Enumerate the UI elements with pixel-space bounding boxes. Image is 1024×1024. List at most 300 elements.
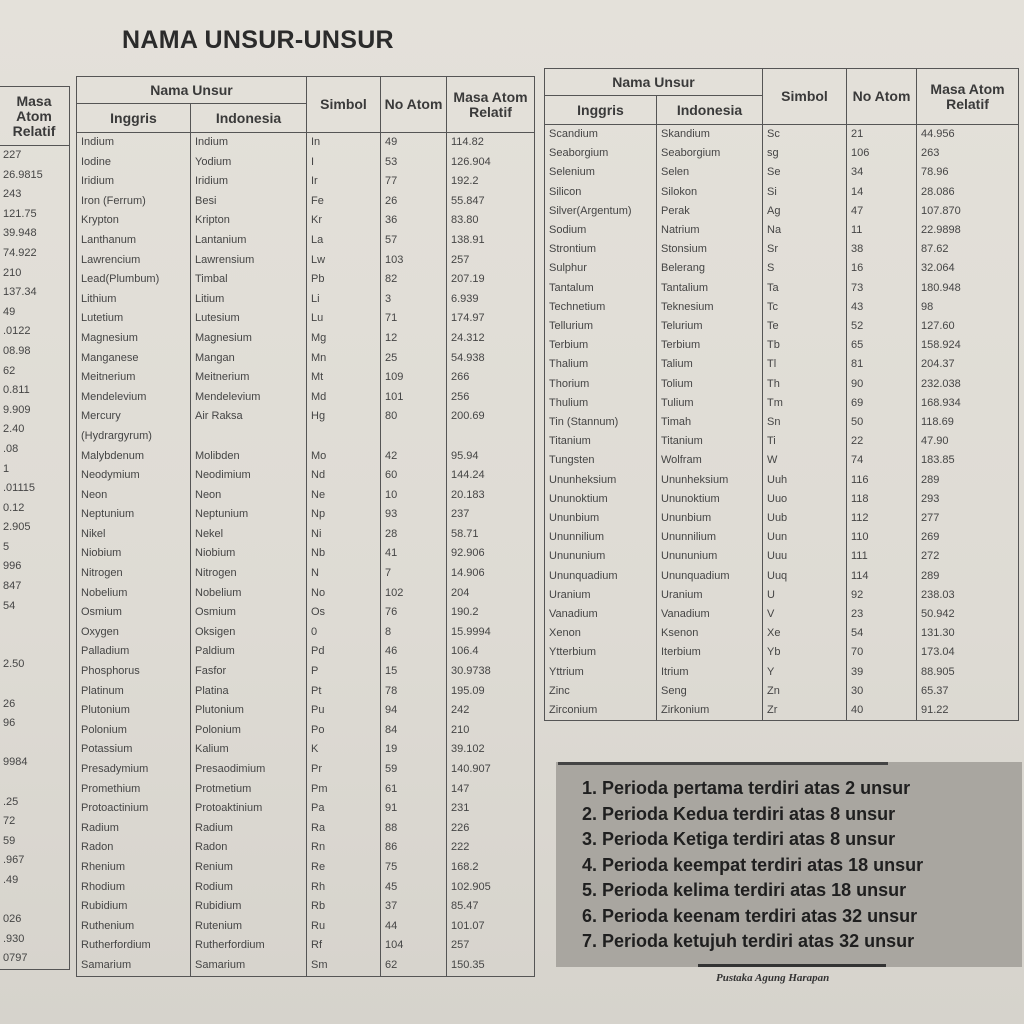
cell-inggris: Neon — [77, 486, 191, 506]
cell-indonesia: Meitnerium — [191, 368, 307, 388]
cell-masa-atom: 22.9898 — [917, 221, 1019, 240]
table-row — [545, 317, 1019, 336]
cell-no-atom: 76 — [381, 603, 447, 623]
table-row — [0, 851, 70, 871]
cell-no-atom: 43 — [847, 298, 917, 317]
cell-inggris: Technetium — [545, 298, 657, 317]
table-row — [0, 773, 70, 793]
cell-indonesia: Samarium — [191, 956, 307, 976]
header-inggris: Inggris — [77, 104, 191, 133]
cell-simbol: Ir — [307, 172, 381, 192]
cell-inggris: Manganese — [77, 349, 191, 369]
cell-masa-atom: 210 — [447, 721, 535, 741]
cell-indonesia: Wolfram — [657, 451, 763, 470]
cell-masa-atom: 238.03 — [917, 586, 1019, 605]
header-masa-atom-relatif: Masa Atom Relatif — [0, 87, 70, 146]
cell-indonesia: Rodium — [191, 878, 307, 898]
cell-no-atom: 52 — [847, 317, 917, 336]
cell-simbol — [307, 427, 381, 447]
cell-masa-atom: 65.37 — [917, 682, 1019, 701]
cell-simbol: Lw — [307, 251, 381, 271]
header-simbol: Simbol — [307, 77, 381, 133]
cell-simbol: Mo — [307, 447, 381, 467]
cell-masa-atom: 222 — [447, 838, 535, 858]
cell-masa-atom: 118.69 — [917, 413, 1019, 432]
cell-simbol: Uuh — [763, 471, 847, 490]
cell-inggris: Oxygen — [77, 623, 191, 643]
cell-indonesia: Belerang — [657, 259, 763, 278]
cell-masa-atom: 210 — [0, 264, 70, 284]
cell-simbol: Na — [763, 221, 847, 240]
cell-no-atom: 50 — [847, 413, 917, 432]
cell-no-atom: 118 — [847, 490, 917, 509]
cell-simbol: Os — [307, 603, 381, 623]
cell-no-atom: 110 — [847, 528, 917, 547]
cell-no-atom: 73 — [847, 279, 917, 298]
cell-simbol: Pd — [307, 642, 381, 662]
cell-inggris: Rhenium — [77, 858, 191, 878]
cell-masa-atom: 289 — [917, 567, 1019, 586]
header-nama-unsur: Nama Unsur — [545, 69, 763, 96]
cell-indonesia: Kripton — [191, 211, 307, 231]
cell-simbol: Pr — [307, 760, 381, 780]
cell-inggris: Radium — [77, 819, 191, 839]
cell-no-atom: 57 — [381, 231, 447, 251]
cell-masa-atom: 85.47 — [447, 897, 535, 917]
table-row — [0, 714, 70, 734]
cell-masa-atom: 54.938 — [447, 349, 535, 369]
cell-masa-atom: .25 — [0, 793, 70, 813]
cell-indonesia: Seaborgium — [657, 144, 763, 163]
cell-no-atom: 38 — [847, 240, 917, 259]
cell-no-atom: 22 — [847, 432, 917, 451]
header-indonesia: Indonesia — [657, 96, 763, 125]
cell-no-atom: 25 — [381, 349, 447, 369]
cell-inggris: Lead(Plumbum) — [77, 270, 191, 290]
cell-indonesia: Paldium — [191, 642, 307, 662]
cell-inggris: Zinc — [545, 682, 657, 701]
cell-masa-atom: 39.948 — [0, 224, 70, 244]
cell-inggris: Sodium — [545, 221, 657, 240]
cell-inggris: Silicon — [545, 183, 657, 202]
cell-simbol: Md — [307, 388, 381, 408]
table-row — [77, 740, 535, 760]
table-row — [545, 163, 1019, 182]
element-table-a — [76, 76, 535, 977]
cell-masa-atom: 269 — [917, 528, 1019, 547]
cell-no-atom: 78 — [381, 682, 447, 702]
table-row — [77, 838, 535, 858]
cell-masa-atom: .08 — [0, 440, 70, 460]
cell-no-atom: 15 — [381, 662, 447, 682]
cell-masa-atom: 26 — [0, 695, 70, 715]
cell-no-atom: 86 — [381, 838, 447, 858]
cell-inggris: Mercury — [77, 407, 191, 427]
cell-no-atom: 26 — [381, 192, 447, 212]
cell-indonesia: Rutenium — [191, 917, 307, 937]
cell-indonesia: Vanadium — [657, 605, 763, 624]
cell-simbol: Tm — [763, 394, 847, 413]
table-row — [77, 231, 535, 251]
cell-masa-atom — [0, 675, 70, 695]
table-row — [0, 460, 70, 480]
period-item: 3. Perioda Ketiga terdiri atas 8 unsur — [582, 829, 896, 849]
cell-masa-atom: 204.37 — [917, 355, 1019, 374]
cell-indonesia: Lantanium — [191, 231, 307, 251]
cell-inggris: Radon — [77, 838, 191, 858]
cell-masa-atom: 2.905 — [0, 518, 70, 538]
period-item: 1. Perioda pertama terdiri atas 2 unsur — [582, 778, 911, 798]
cell-masa-atom: 1 — [0, 460, 70, 480]
table-row — [545, 279, 1019, 298]
cell-inggris: Sulphur — [545, 259, 657, 278]
cell-masa-atom: 2.40 — [0, 420, 70, 440]
cell-simbol: Fe — [307, 192, 381, 212]
cell-indonesia: Polonium — [191, 721, 307, 741]
table-row — [545, 586, 1019, 605]
cell-inggris: Zirconium — [545, 701, 657, 721]
cell-simbol: V — [763, 605, 847, 624]
cell-indonesia: Teknesium — [657, 298, 763, 317]
table-row — [545, 547, 1019, 566]
table-row — [77, 153, 535, 173]
cell-no-atom: 39 — [847, 663, 917, 682]
table-row — [77, 878, 535, 898]
cell-indonesia: Ununoktium — [657, 490, 763, 509]
cell-no-atom: 88 — [381, 819, 447, 839]
cell-masa-atom: 55.847 — [447, 192, 535, 212]
table-row — [0, 381, 70, 401]
cell-no-atom: 28 — [381, 525, 447, 545]
table-row — [0, 303, 70, 323]
table-row — [545, 375, 1019, 394]
cell-inggris: Tungsten — [545, 451, 657, 470]
cell-inggris: Protoactinium — [77, 799, 191, 819]
cell-masa-atom: 226 — [447, 819, 535, 839]
cell-no-atom: 65 — [847, 336, 917, 355]
cell-masa-atom: 257 — [447, 936, 535, 956]
cell-indonesia: Niobium — [191, 544, 307, 564]
cell-no-atom: 7 — [381, 564, 447, 584]
cell-masa-atom: 138.91 — [447, 231, 535, 251]
cell-masa-atom: 272 — [917, 547, 1019, 566]
table-row — [545, 183, 1019, 202]
cell-masa-atom: 289 — [917, 471, 1019, 490]
cell-inggris: Iridium — [77, 172, 191, 192]
cell-inggris: Lutetium — [77, 309, 191, 329]
cell-masa-atom: 996 — [0, 557, 70, 577]
cell-masa-atom: 243 — [0, 185, 70, 205]
cell-simbol: Rn — [307, 838, 381, 858]
cell-indonesia: Litium — [191, 290, 307, 310]
table-row — [77, 192, 535, 212]
cell-indonesia — [191, 427, 307, 447]
table-row — [545, 355, 1019, 374]
cell-simbol: Ra — [307, 819, 381, 839]
table-row — [545, 413, 1019, 432]
cell-no-atom: 14 — [847, 183, 917, 202]
cell-inggris: Lanthanum — [77, 231, 191, 251]
cell-inggris: Terbium — [545, 336, 657, 355]
cell-simbol: Uuq — [763, 567, 847, 586]
cell-simbol: Sc — [763, 125, 847, 145]
cell-inggris: Indium — [77, 133, 191, 153]
table-row — [545, 624, 1019, 643]
table-row — [0, 636, 70, 656]
cell-simbol: W — [763, 451, 847, 470]
table-row — [77, 662, 535, 682]
cell-masa-atom: 9.909 — [0, 401, 70, 421]
cell-inggris: Phosphorus — [77, 662, 191, 682]
cell-indonesia: Nekel — [191, 525, 307, 545]
cell-no-atom: 80 — [381, 407, 447, 427]
cell-inggris: Strontium — [545, 240, 657, 259]
header-simbol: Simbol — [763, 69, 847, 125]
cell-inggris: Meitnerium — [77, 368, 191, 388]
cell-indonesia: Tolium — [657, 375, 763, 394]
cell-indonesia: Tulium — [657, 394, 763, 413]
cell-inggris: Tellurium — [545, 317, 657, 336]
cell-inggris: Rutherfordium — [77, 936, 191, 956]
cell-simbol: Ni — [307, 525, 381, 545]
cell-masa-atom: 98 — [917, 298, 1019, 317]
table-row — [545, 298, 1019, 317]
header-masa-atom: Masa Atom Relatif — [917, 69, 1019, 125]
cell-simbol: Ta — [763, 279, 847, 298]
table-row — [0, 597, 70, 617]
cell-simbol: Uun — [763, 528, 847, 547]
cell-indonesia: Kalium — [191, 740, 307, 760]
cell-indonesia: Lutesium — [191, 309, 307, 329]
table-row — [0, 283, 70, 303]
cell-masa-atom: 6.939 — [447, 290, 535, 310]
cell-masa-atom: 158.924 — [917, 336, 1019, 355]
cell-inggris: Neptunium — [77, 505, 191, 525]
cell-indonesia: Itrium — [657, 663, 763, 682]
cell-inggris: Seaborgium — [545, 144, 657, 163]
cell-simbol: Pa — [307, 799, 381, 819]
cell-inggris: Ytterbium — [545, 643, 657, 662]
table-row — [77, 819, 535, 839]
cell-inggris: Vanadium — [545, 605, 657, 624]
table-row — [0, 166, 70, 186]
cell-no-atom: 36 — [381, 211, 447, 231]
period-item: 5. Perioda kelima terdiri atas 18 unsur — [582, 880, 907, 900]
cell-no-atom: 61 — [381, 780, 447, 800]
cell-indonesia: Ununbium — [657, 509, 763, 528]
cell-masa-atom: 147 — [447, 780, 535, 800]
cell-simbol: Li — [307, 290, 381, 310]
cell-simbol: Tl — [763, 355, 847, 374]
cell-no-atom: 93 — [381, 505, 447, 525]
cell-simbol: Se — [763, 163, 847, 182]
table-row — [77, 309, 535, 329]
cell-inggris: Iodine — [77, 153, 191, 173]
cell-simbol: Pt — [307, 682, 381, 702]
table-row — [77, 584, 535, 604]
info-box-top-rule — [558, 762, 888, 765]
cell-masa-atom: 266 — [447, 368, 535, 388]
cell-simbol: Mn — [307, 349, 381, 369]
cell-masa-atom — [0, 891, 70, 911]
cell-indonesia: Fasfor — [191, 662, 307, 682]
table-row — [77, 427, 535, 447]
cell-no-atom: 23 — [847, 605, 917, 624]
cell-no-atom: 81 — [847, 355, 917, 374]
cell-indonesia: Nitrogen — [191, 564, 307, 584]
cell-no-atom: 71 — [381, 309, 447, 329]
table-row — [0, 675, 70, 695]
table-row — [77, 544, 535, 564]
cell-indonesia: Yodium — [191, 153, 307, 173]
cell-indonesia: Osmium — [191, 603, 307, 623]
cell-indonesia: Skandium — [657, 125, 763, 145]
cell-indonesia: Tantalium — [657, 279, 763, 298]
cell-masa-atom: 20.183 — [447, 486, 535, 506]
cell-no-atom: 112 — [847, 509, 917, 528]
table-row — [0, 695, 70, 715]
header-no-atom: No Atom — [381, 77, 447, 133]
table-row — [545, 221, 1019, 240]
cell-masa-atom: 28.086 — [917, 183, 1019, 202]
publisher-rule — [698, 964, 886, 967]
cell-masa-atom: 026 — [0, 910, 70, 930]
cell-simbol: S — [763, 259, 847, 278]
cell-inggris: Palladium — [77, 642, 191, 662]
cell-simbol: Re — [307, 858, 381, 878]
cell-masa-atom — [447, 427, 535, 447]
table-row — [0, 557, 70, 577]
cell-simbol: Hg — [307, 407, 381, 427]
cell-no-atom: 8 — [381, 623, 447, 643]
cell-indonesia: Uranium — [657, 586, 763, 605]
cell-indonesia: Neon — [191, 486, 307, 506]
cell-no-atom: 54 — [847, 624, 917, 643]
cell-simbol: I — [307, 153, 381, 173]
table-row — [77, 251, 535, 271]
period-item: 7. Perioda ketujuh terdiri atas 32 unsur — [582, 931, 915, 951]
header-indonesia: Indonesia — [191, 104, 307, 133]
cell-no-atom: 106 — [847, 144, 917, 163]
cell-simbol: Pu — [307, 701, 381, 721]
cell-masa-atom: 242 — [447, 701, 535, 721]
table-row — [0, 322, 70, 342]
cell-inggris: Krypton — [77, 211, 191, 231]
cell-masa-atom: .930 — [0, 930, 70, 950]
cell-indonesia: Platina — [191, 682, 307, 702]
cell-inggris: Mendelevium — [77, 388, 191, 408]
cell-indonesia: Rutherfordium — [191, 936, 307, 956]
table-row — [77, 760, 535, 780]
cell-masa-atom: 08.98 — [0, 342, 70, 362]
table-row — [77, 936, 535, 956]
cell-simbol: Si — [763, 183, 847, 202]
cell-masa-atom: 15.9994 — [447, 623, 535, 643]
cell-masa-atom: 74.922 — [0, 244, 70, 264]
cell-indonesia: Nobelium — [191, 584, 307, 604]
table-row — [77, 780, 535, 800]
cell-inggris: Polonium — [77, 721, 191, 741]
cell-simbol: Uuo — [763, 490, 847, 509]
cell-inggris: Rubidium — [77, 897, 191, 917]
cell-simbol: Th — [763, 375, 847, 394]
cell-masa-atom: 5 — [0, 538, 70, 558]
table-row — [545, 202, 1019, 221]
cell-inggris: Ununbium — [545, 509, 657, 528]
cell-masa-atom: 88.905 — [917, 663, 1019, 682]
cell-no-atom: 60 — [381, 466, 447, 486]
cell-indonesia: Telurium — [657, 317, 763, 336]
table-b-body — [545, 125, 1019, 721]
table-row — [77, 505, 535, 525]
cell-inggris: Samarium — [77, 956, 191, 976]
table-row — [0, 655, 70, 675]
cell-no-atom: 21 — [847, 125, 917, 145]
table-row — [0, 577, 70, 597]
cell-masa-atom: 87.62 — [917, 240, 1019, 259]
cell-simbol: Tc — [763, 298, 847, 317]
cell-inggris: Ununheksium — [545, 471, 657, 490]
table-row — [0, 812, 70, 832]
table-row — [77, 701, 535, 721]
table-row — [545, 259, 1019, 278]
cell-inggris: Xenon — [545, 624, 657, 643]
cell-no-atom: 102 — [381, 584, 447, 604]
table-row — [0, 891, 70, 911]
table-row — [545, 240, 1019, 259]
cell-no-atom: 59 — [381, 760, 447, 780]
cell-masa-atom: .49 — [0, 871, 70, 891]
cell-inggris: Tantalum — [545, 279, 657, 298]
cell-masa-atom: 44.956 — [917, 125, 1019, 145]
cell-simbol: Ag — [763, 202, 847, 221]
cell-inggris: Plutonium — [77, 701, 191, 721]
table-row — [545, 471, 1019, 490]
cell-simbol: N — [307, 564, 381, 584]
period-item: 2. Perioda Kedua terdiri atas 8 unsur — [582, 803, 896, 824]
cell-indonesia: Neptunium — [191, 505, 307, 525]
cell-no-atom: 10 — [381, 486, 447, 506]
table-row — [0, 538, 70, 558]
cell-inggris: Malybdenum — [77, 447, 191, 467]
cell-masa-atom: 83.80 — [447, 211, 535, 231]
cell-no-atom: 49 — [381, 133, 447, 153]
table-row — [0, 753, 70, 773]
page-title: NAMA UNSUR-UNSUR — [122, 26, 394, 54]
cell-masa-atom — [0, 773, 70, 793]
cell-masa-atom: 183.85 — [917, 451, 1019, 470]
table-row — [77, 290, 535, 310]
cell-indonesia: Ununquadium — [657, 567, 763, 586]
table-row — [545, 144, 1019, 163]
cell-masa-atom: 257 — [447, 251, 535, 271]
cell-masa-atom: 237 — [447, 505, 535, 525]
table-row — [0, 479, 70, 499]
cell-simbol: Rh — [307, 878, 381, 898]
cell-masa-atom: 72 — [0, 812, 70, 832]
cell-indonesia: Neodimium — [191, 466, 307, 486]
cell-masa-atom: 256 — [447, 388, 535, 408]
header-masa-atom: Masa Atom Relatif — [447, 77, 535, 133]
cell-simbol: Pm — [307, 780, 381, 800]
table-row — [77, 368, 535, 388]
table-row — [77, 466, 535, 486]
table-row — [77, 349, 535, 369]
table-row — [545, 682, 1019, 701]
cell-simbol: In — [307, 133, 381, 153]
cell-inggris: Selenium — [545, 163, 657, 182]
table-row — [77, 407, 535, 427]
